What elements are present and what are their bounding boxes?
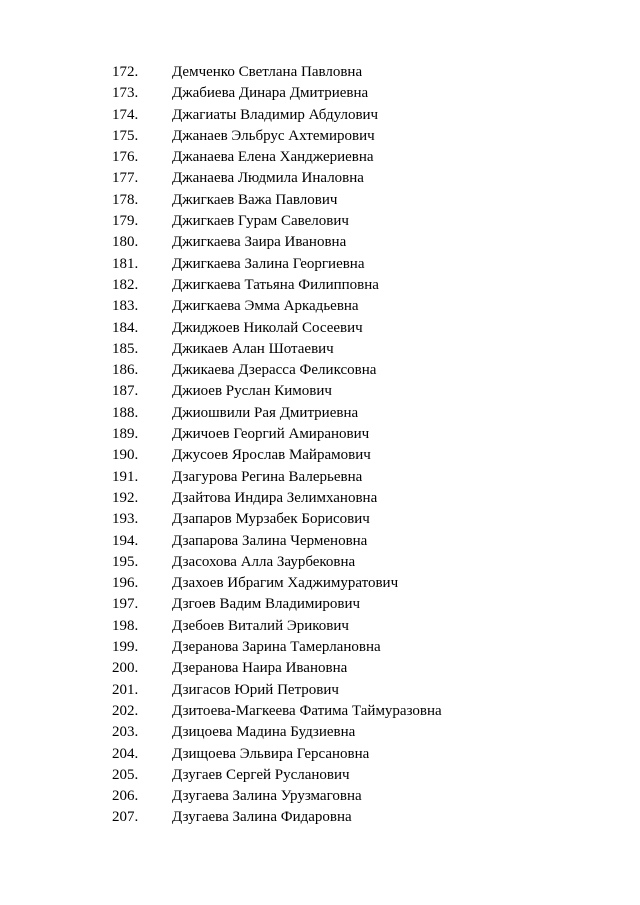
- entry-number: 203.: [112, 724, 139, 741]
- entry-number: 193.: [112, 511, 139, 528]
- entry-number: 182.: [112, 276, 139, 293]
- entry-name: Джусоев Ярослав Майрамович: [172, 447, 371, 464]
- entry-name: Джанаев Эльбрус Ахтемирович: [172, 127, 375, 144]
- entry-name: Джиоев Руслан Кимович: [172, 383, 332, 400]
- entry-number: 179.: [112, 213, 139, 230]
- entry-name: Джигкаева Заира Ивановна: [172, 234, 347, 251]
- entry-name: Джикаева Дзерасса Феликсовна: [172, 362, 377, 379]
- entry-number: 187.: [112, 383, 139, 400]
- entry-number: 178.: [112, 191, 139, 208]
- list-item: [0, 403, 640, 424]
- list-item: [0, 701, 640, 722]
- entry-number: 196.: [112, 575, 139, 592]
- list-item: [0, 318, 640, 339]
- list-item: [0, 488, 640, 509]
- entry-name: Дзасохова Алла Заурбековна: [172, 553, 356, 570]
- entry-name: Джигкаева Эмма Аркадьевна: [172, 298, 359, 315]
- list-item: [0, 424, 640, 445]
- entry-number: 200.: [112, 660, 139, 677]
- entry-number: 199.: [112, 639, 139, 656]
- entry-number: 180.: [112, 234, 139, 251]
- entry-number: 172.: [112, 64, 139, 80]
- list-item: [0, 105, 640, 126]
- entry-number: 191.: [112, 468, 139, 485]
- list-item: [0, 786, 640, 807]
- entry-number: 198.: [112, 617, 139, 634]
- entry-name: Джигкаев Гурам Савелович: [172, 213, 349, 230]
- entry-number: 186.: [112, 362, 139, 379]
- list-item: [0, 339, 640, 360]
- entry-number: 205.: [112, 766, 139, 783]
- list-item: [0, 83, 640, 104]
- list-item: [0, 232, 640, 253]
- entry-name: Дзайтова Индира Зелимхановна: [172, 489, 378, 506]
- entry-name: Дзгоев Вадим Владимирович: [172, 596, 361, 613]
- list-item: [0, 168, 640, 189]
- list-item: [0, 126, 640, 147]
- entry-number: 190.: [112, 447, 139, 464]
- entry-name: Дзугаева Залина Урузмаговна: [172, 788, 362, 805]
- entry-number: 184.: [112, 319, 139, 336]
- entry-name: Дзугаева Залина Фидаровна: [172, 809, 352, 826]
- entry-number: 177.: [112, 170, 139, 187]
- entry-number: 185.: [112, 340, 139, 357]
- entry-name: Джичоев Георгий Амиранович: [172, 426, 370, 443]
- entry-name: Демченко Светлана Павловна: [172, 64, 363, 80]
- list-item: [0, 531, 640, 552]
- entry-name: Дзеранова Наира Ивановна: [172, 660, 348, 677]
- entry-name: Джанаева Елена Ханджериевна: [172, 149, 374, 166]
- entry-name: Джиошвили Рая Дмитриевна: [172, 404, 359, 421]
- entry-number: 174.: [112, 106, 139, 123]
- entry-name: Дзапаров Мурзабек Борисович: [172, 511, 370, 528]
- list-item: [0, 765, 640, 786]
- list-item: [0, 381, 640, 402]
- entry-number: 195.: [112, 553, 139, 570]
- entry-number: 189.: [112, 426, 139, 443]
- entry-number: 204.: [112, 745, 139, 762]
- list-item: [0, 637, 640, 658]
- entry-number: 188.: [112, 404, 139, 421]
- list-item: [0, 658, 640, 679]
- list-item: [0, 573, 640, 594]
- list-item: [0, 616, 640, 637]
- list-item: [0, 190, 640, 211]
- entry-number: 192.: [112, 489, 139, 506]
- list-item: [0, 147, 640, 168]
- list-item: [0, 211, 640, 232]
- list-item: [0, 254, 640, 275]
- entry-name: Дзищоева Эльвира Герсановна: [172, 745, 370, 762]
- entry-name: Дзебоев Виталий Эрикович: [172, 617, 349, 634]
- entry-name: Дзитоева-Магкеева Фатима Таймуразовна: [172, 702, 442, 719]
- entry-number: 206.: [112, 788, 139, 805]
- entry-number: 207.: [112, 809, 139, 826]
- name-list: [0, 62, 640, 829]
- list-item: [0, 722, 640, 743]
- entry-name: Дзагурова Регина Валерьевна: [172, 468, 363, 485]
- entry-number: 181.: [112, 255, 139, 272]
- entry-number: 202.: [112, 702, 139, 719]
- entry-number: 176.: [112, 149, 139, 166]
- list-item: [0, 360, 640, 381]
- list-item: [0, 680, 640, 701]
- list-item: [0, 296, 640, 317]
- entry-name: Дзигасов Юрий Петрович: [172, 681, 339, 698]
- entry-name: Джигкаева Татьяна Филипповна: [172, 276, 379, 293]
- entry-number: 197.: [112, 596, 139, 613]
- list-item: [0, 445, 640, 466]
- entry-name: Дзицоева Мадина Будзиевна: [172, 724, 356, 741]
- entry-name: Джигкаева Залина Георгиевна: [172, 255, 365, 272]
- list-item: [0, 275, 640, 296]
- entry-name: Джанаева Людмила Иналовна: [172, 170, 364, 187]
- entry-name: Джигкаев Важа Павлович: [172, 191, 338, 208]
- entry-number: 173.: [112, 85, 139, 102]
- entry-name: Дзугаев Сергей Русланович: [172, 766, 350, 783]
- list-item: [0, 594, 640, 615]
- entry-number: 183.: [112, 298, 139, 315]
- entry-number: 194.: [112, 532, 139, 549]
- entry-name: Джабиева Динара Дмитриевна: [172, 85, 369, 102]
- list-item: [0, 807, 640, 828]
- list-item: [0, 62, 640, 83]
- entry-number: 175.: [112, 127, 139, 144]
- list-item: [0, 509, 640, 530]
- entry-number: 201.: [112, 681, 139, 698]
- list-item: [0, 744, 640, 765]
- list-item: [0, 467, 640, 488]
- entry-name: Джикаев Алан Шотаевич: [172, 340, 334, 357]
- entry-name: Дзапарова Залина Черменовна: [172, 532, 368, 549]
- entry-name: Джиджоев Николай Сосеевич: [172, 319, 363, 336]
- list-item: [0, 552, 640, 573]
- entry-name: Дзахоев Ибрагим Хаджимуратович: [172, 575, 399, 592]
- entry-name: Джагиаты Владимир Абдулович: [172, 106, 379, 123]
- entry-name: Дзеранова Зарина Тамерлановна: [172, 639, 381, 656]
